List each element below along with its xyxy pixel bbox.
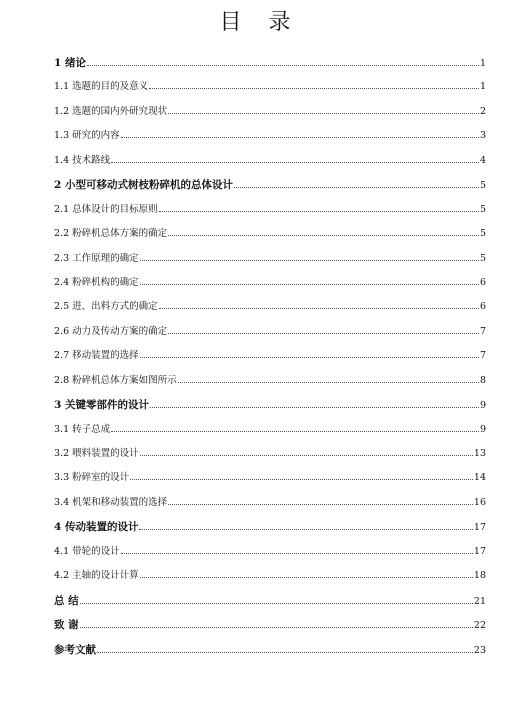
toc-entry-label: 1.4 技术路线 bbox=[54, 154, 111, 166]
toc-entry-label: 3.2 喂料装置的设计 bbox=[54, 448, 139, 459]
toc-entry-page: 21 bbox=[473, 595, 486, 607]
dot-leader bbox=[121, 553, 473, 554]
toc-entry-page: 8 bbox=[479, 374, 486, 386]
toc-entry-label: 3 关键零部件的设计 bbox=[54, 399, 149, 412]
page-title: 目 录 bbox=[219, 10, 301, 35]
toc-entry[interactable] bbox=[54, 178, 486, 202]
toc-entry[interactable] bbox=[54, 545, 486, 569]
toc-entry-page: 2 bbox=[479, 105, 486, 117]
dot-leader bbox=[150, 407, 479, 408]
toc-entry-label: 2.1 总体设计的目标原则 bbox=[54, 203, 158, 215]
toc-entry[interactable] bbox=[54, 56, 486, 80]
toc-entry-page: 7 bbox=[479, 325, 486, 337]
toc-entry-page: 22 bbox=[473, 620, 486, 632]
toc-entry[interactable] bbox=[54, 398, 486, 422]
toc-entry[interactable] bbox=[54, 325, 486, 349]
dot-leader bbox=[168, 235, 479, 236]
toc-entry-label: 2.5 进、出料方式的确定 bbox=[54, 301, 158, 313]
toc-entry-label: 2.6 动力及传动方案的确定 bbox=[54, 325, 168, 337]
toc-entry-label: 致 谢 bbox=[54, 619, 79, 632]
toc-entry[interactable] bbox=[54, 447, 486, 471]
toc-entry-label: 参考文献 bbox=[54, 643, 96, 656]
dot-leader bbox=[80, 603, 473, 604]
dot-leader bbox=[168, 333, 479, 334]
toc-entry[interactable] bbox=[54, 154, 486, 178]
dot-leader bbox=[168, 504, 473, 505]
toc-entry-page: 5 bbox=[479, 252, 486, 264]
toc-entry-label: 2.8 粉碎机总体方案如图所示 bbox=[54, 374, 177, 386]
toc-entry-page: 23 bbox=[473, 644, 486, 656]
dot-leader bbox=[149, 88, 479, 89]
toc-entry-label: 2.2 粉碎机总体方案的确定 bbox=[54, 228, 168, 240]
toc-entry[interactable] bbox=[54, 105, 486, 129]
toc-list bbox=[54, 56, 486, 667]
toc-entry[interactable] bbox=[54, 300, 486, 324]
toc-entry-label: 4.2 主轴的设计计算 bbox=[54, 570, 139, 582]
toc-entry-page: 18 bbox=[473, 570, 486, 582]
toc-entry-page: 9 bbox=[479, 400, 486, 412]
toc-entry[interactable] bbox=[54, 594, 486, 618]
toc-entry[interactable] bbox=[54, 276, 486, 300]
toc-entry[interactable] bbox=[54, 569, 486, 593]
toc-entry-page: 14 bbox=[473, 472, 486, 484]
toc-entry[interactable] bbox=[54, 643, 486, 667]
toc-entry-label: 总 结 bbox=[54, 594, 79, 607]
toc-entry-page: 4 bbox=[479, 154, 486, 166]
toc-entry[interactable] bbox=[54, 227, 486, 251]
toc-entry-label: 2.7 移动装置的选择 bbox=[54, 350, 139, 362]
toc-entry-label: 2 小型可移动式树枝粉碎机的总体设计 bbox=[54, 179, 233, 192]
dot-leader bbox=[159, 308, 479, 309]
toc-entry-label: 3.4 机架和移动装置的选择 bbox=[54, 496, 168, 508]
dot-leader bbox=[111, 431, 479, 432]
dot-leader bbox=[97, 652, 473, 653]
toc-entry-label: 1.1 选题的目的及意义 bbox=[54, 81, 149, 93]
toc-entry[interactable] bbox=[54, 252, 486, 276]
toc-entry-label: 1.3 研究的内容 bbox=[54, 130, 120, 142]
toc-entry-label: 2.3 工作原理的确定 bbox=[54, 252, 139, 264]
toc-entry-page: 1 bbox=[479, 81, 486, 93]
toc-entry-label: 1.2 选题的国内外研究现状 bbox=[54, 105, 168, 117]
toc-entry[interactable] bbox=[54, 203, 486, 227]
toc-entry-label: 2.4 粉碎机构的确定 bbox=[54, 276, 139, 288]
dot-leader bbox=[140, 455, 473, 456]
toc-entry-label: 3.1 转子总成 bbox=[54, 423, 111, 435]
dot-leader bbox=[178, 382, 479, 383]
toc-entry[interactable] bbox=[54, 129, 486, 153]
toc-entry-page: 16 bbox=[473, 496, 486, 508]
dot-leader bbox=[80, 627, 473, 628]
toc-entry[interactable] bbox=[54, 423, 486, 447]
toc-entry-page: 13 bbox=[473, 448, 486, 459]
toc-entry-page: 17 bbox=[473, 545, 486, 557]
dot-leader bbox=[121, 137, 479, 138]
toc-entry[interactable] bbox=[54, 618, 486, 642]
dot-leader bbox=[140, 284, 479, 285]
toc-entry-page: 5 bbox=[479, 203, 486, 215]
toc-entry[interactable] bbox=[54, 374, 486, 398]
toc-entry[interactable] bbox=[54, 496, 486, 520]
dot-leader bbox=[159, 211, 479, 212]
toc-entry[interactable] bbox=[54, 471, 486, 495]
toc-entry-page: 6 bbox=[479, 301, 486, 313]
toc-entry-label: 4 传动装置的设计 bbox=[54, 521, 139, 534]
toc-entry-page: 5 bbox=[479, 180, 486, 192]
dot-leader bbox=[140, 357, 479, 358]
dot-leader bbox=[140, 260, 479, 261]
toc-entry[interactable] bbox=[54, 80, 486, 104]
toc-entry-page: 6 bbox=[479, 276, 486, 288]
dot-leader bbox=[130, 479, 473, 480]
dot-leader bbox=[111, 162, 479, 163]
toc-entry[interactable] bbox=[54, 349, 486, 373]
dot-leader bbox=[139, 529, 472, 530]
toc-entry-page: 17 bbox=[473, 522, 486, 534]
toc-entry[interactable] bbox=[54, 520, 486, 544]
toc-entry-label: 4.1 带轮的设计 bbox=[54, 545, 120, 557]
toc-entry-page: 5 bbox=[479, 228, 486, 240]
toc-entry-page: 7 bbox=[479, 350, 486, 362]
toc-entry-page: 9 bbox=[479, 423, 486, 435]
dot-leader bbox=[140, 577, 473, 578]
toc-entry-label: 1 绪论 bbox=[54, 57, 86, 69]
toc-entry-page: 3 bbox=[479, 130, 486, 142]
toc-entry-page: 1 bbox=[479, 58, 486, 69]
dot-leader bbox=[87, 65, 479, 66]
dot-leader bbox=[168, 113, 479, 114]
toc-entry-label: 3.3 粉碎室的设计 bbox=[54, 472, 130, 484]
dot-leader bbox=[234, 187, 479, 188]
